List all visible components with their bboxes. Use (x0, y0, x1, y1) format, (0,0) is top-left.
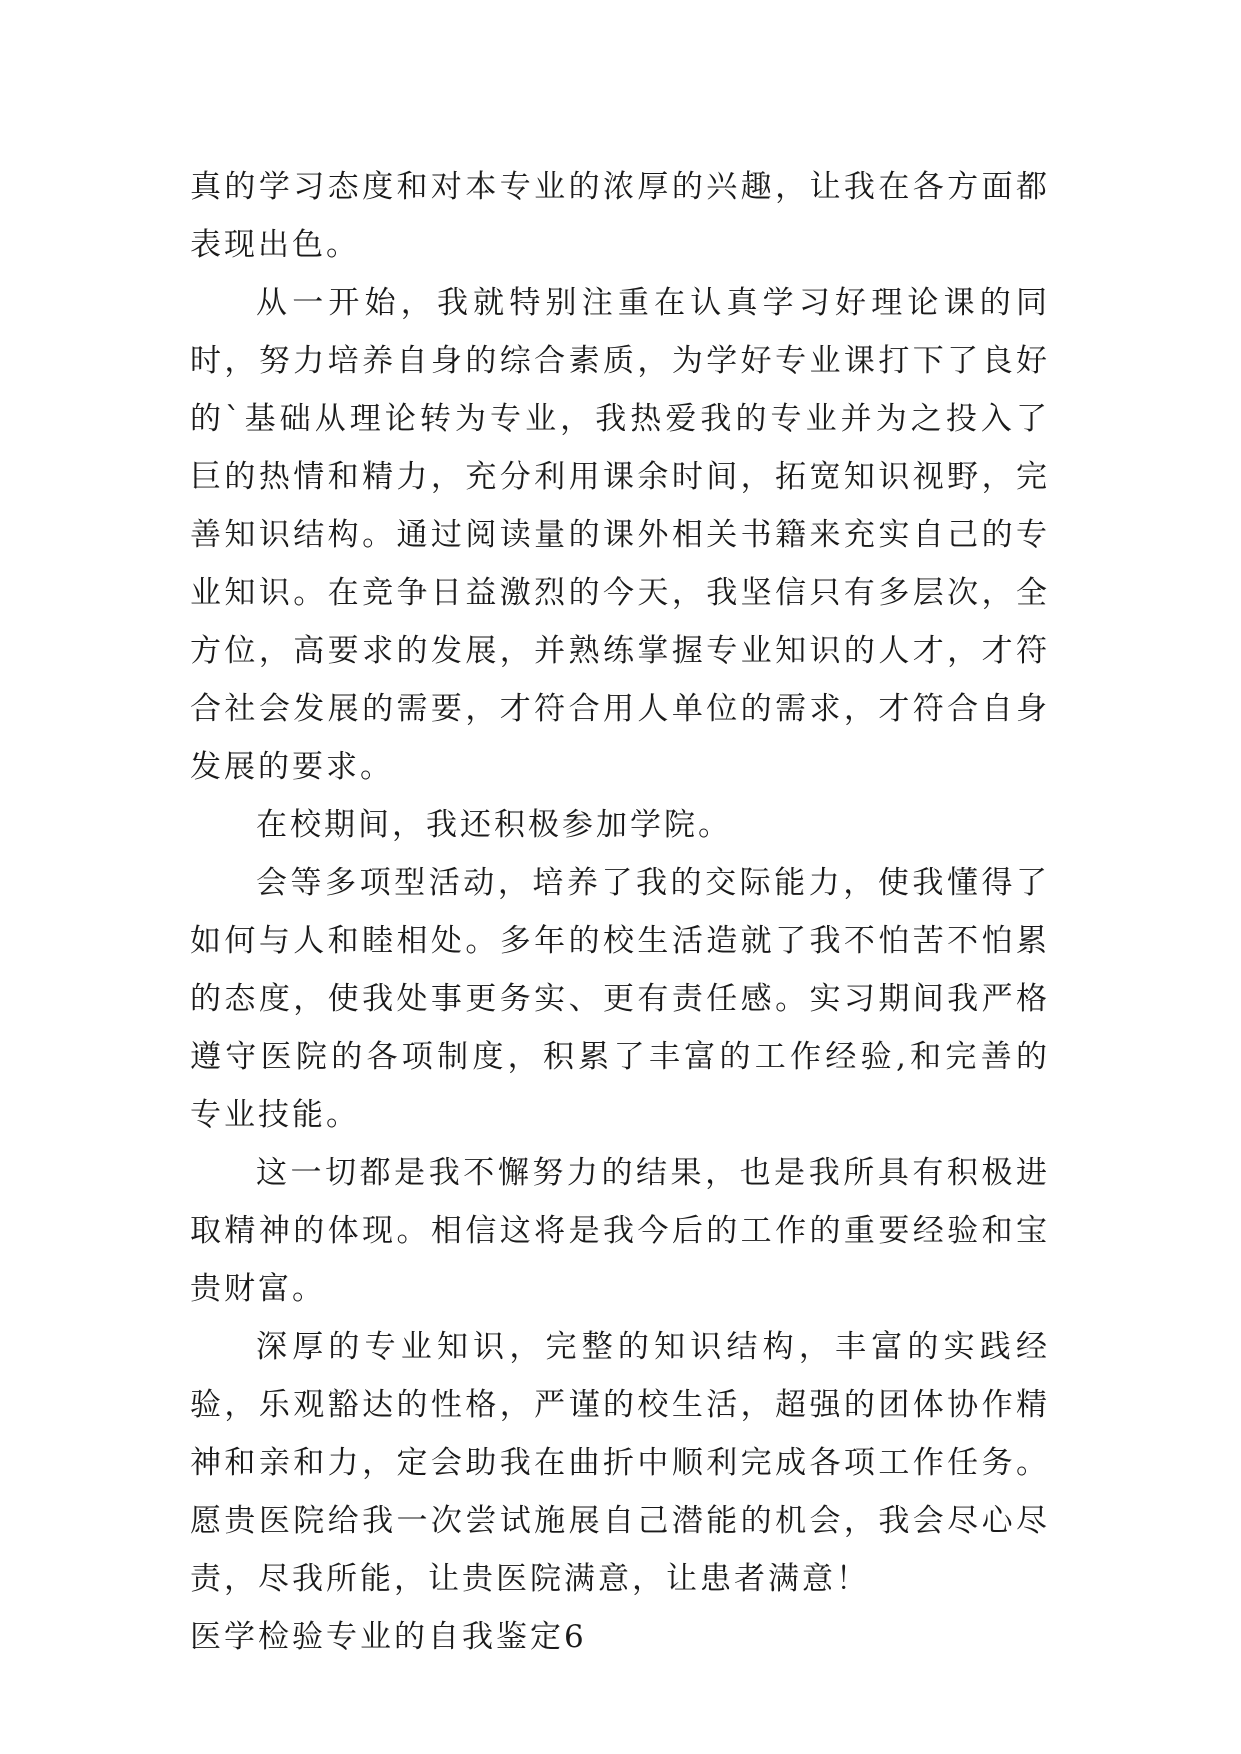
document-body (190, 158, 1050, 1666)
paragraph-5: 这一切都是我不懈努力的结果，也是我所具有积极进取精神的体现。相信这将是我今后的工作的重要经验和宝贵财富。 (190, 1155, 1050, 1307)
paragraph-2: 从一开始，我就特别注重在认真学习好理论课的同时，努力培养自身的综合素质，为学好专业课打下了良好的`基础从理论转为专业，我热爱我的专业并为之投入了巨的热情和精力，充分利用课余时间，拓宽知识视野，完善知识结构。通过阅读量的课外相关书籍来充实自己的专业知识。在竞争日益激烈的今天，我坚信只有多层次，全方位，高要求的发展，并熟练掌握专业知识的人才，才符合社会发展的需要，才符合用人单位的需求，才符合自身发展的要求。 (190, 285, 1050, 785)
section-heading: 医学检验专业的自我鉴定6 (190, 1619, 587, 1655)
paragraph-1: 真的学习态度和对本专业的浓厚的兴趣，让我在各方面都表现出色。 (190, 169, 1050, 263)
paragraph-3: 在校期间，我还积极参加学院。 (256, 807, 732, 843)
paragraph-6: 深厚的专业知识，完整的知识结构，丰富的实践经验，乐观豁达的性格，严谨的校生活，超强的团体协作精神和亲和力，定会助我在曲折中顺利完成各项工作任务。愿贵医院给我一次尝试施展自己潜能的机会，我会尽心尽责，尽我所能，让贵医院满意，让患者满意！ (190, 1329, 1050, 1597)
paragraph-4: 会等多项型活动，培养了我的交际能力，使我懂得了如何与人和睦相处。多年的校生活造就了我不怕苦不怕累的态度，使我处事更务实、更有责任感。实习期间我严格遵守医院的各项制度，积累了丰富的工作经验,和完善的专业技能。 (190, 865, 1050, 1133)
